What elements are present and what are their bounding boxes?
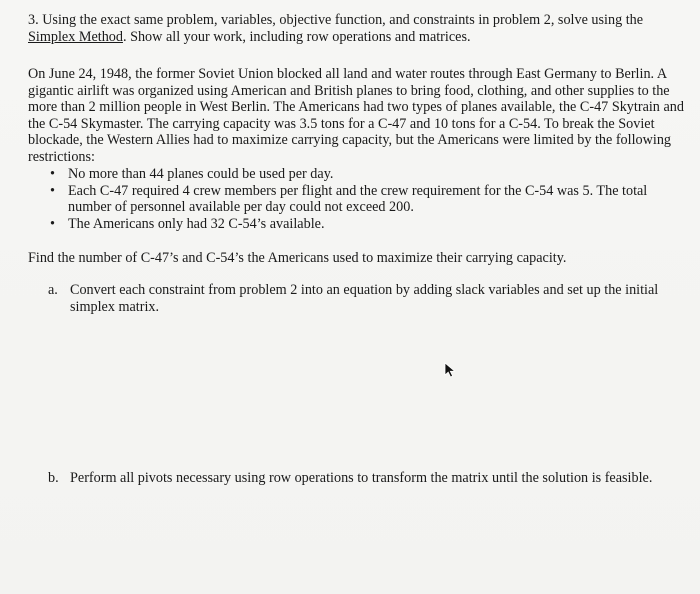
restriction-text: No more than 44 planes could be used per day. bbox=[68, 166, 334, 182]
part-a bbox=[48, 282, 688, 315]
restriction-text: Each C-47 required 4 crew members per flight and the crew requirement for the C-54 was 5. The total number of personnel available per day could not exceed 200. bbox=[68, 182, 648, 216]
problem-3-text-post: . Show all your work, including row operations and matrices. bbox=[122, 28, 471, 45]
mouse-pointer-icon bbox=[444, 362, 458, 378]
part-a-text: Convert each constraint from problem 2 into an equation by adding slack variables and set up the initial simplex matrix. bbox=[70, 282, 659, 315]
restriction-item bbox=[50, 166, 690, 183]
restrictions-list bbox=[50, 166, 690, 232]
restriction-text: The Americans only had 32 C-54’s available. bbox=[68, 215, 325, 232]
berlin-airlift-story: On June 24, 1948, the former Soviet Union blocked all land and water routes through East Germany to Berlin. A gigantic airlift was organized using American and British planes to bring food, clothing, and other supplies to the more than 2 million people in West Berlin. The Americans had two types of planes available, the C-47 Skytrain and the C-54 Skymaster. The carrying capacity was 3.5 tons for a C-47 and 10 tons for a C-54. To break the Soviet blockade, the Western Allies had to maximize carrying capacity, but the Americans were limited by the following restrictions: bbox=[28, 66, 684, 165]
restriction-item bbox=[50, 183, 690, 216]
bullet-icon: • bbox=[50, 182, 55, 199]
simplex-method-term: Simplex Method bbox=[28, 28, 123, 45]
restriction-item bbox=[50, 216, 690, 233]
part-b-letter: b. bbox=[48, 470, 59, 486]
problem-3-prompt bbox=[28, 12, 688, 45]
part-b bbox=[48, 470, 688, 487]
part-a-letter: a. bbox=[48, 282, 58, 298]
find-statement: Find the number of C-47’s and C-54’s the Americans used to maximize their carrying capacity. bbox=[28, 250, 567, 266]
bullet-icon: • bbox=[50, 215, 55, 232]
bullet-icon: • bbox=[50, 166, 55, 182]
problem-3-text-pre: 3. Using the exact same problem, variables, objective function, and constraints in problem 2, solve using the bbox=[28, 12, 644, 28]
part-b-text: Perform all pivots necessary using row operations to transform the matrix until the solution is feasible. bbox=[70, 470, 653, 486]
